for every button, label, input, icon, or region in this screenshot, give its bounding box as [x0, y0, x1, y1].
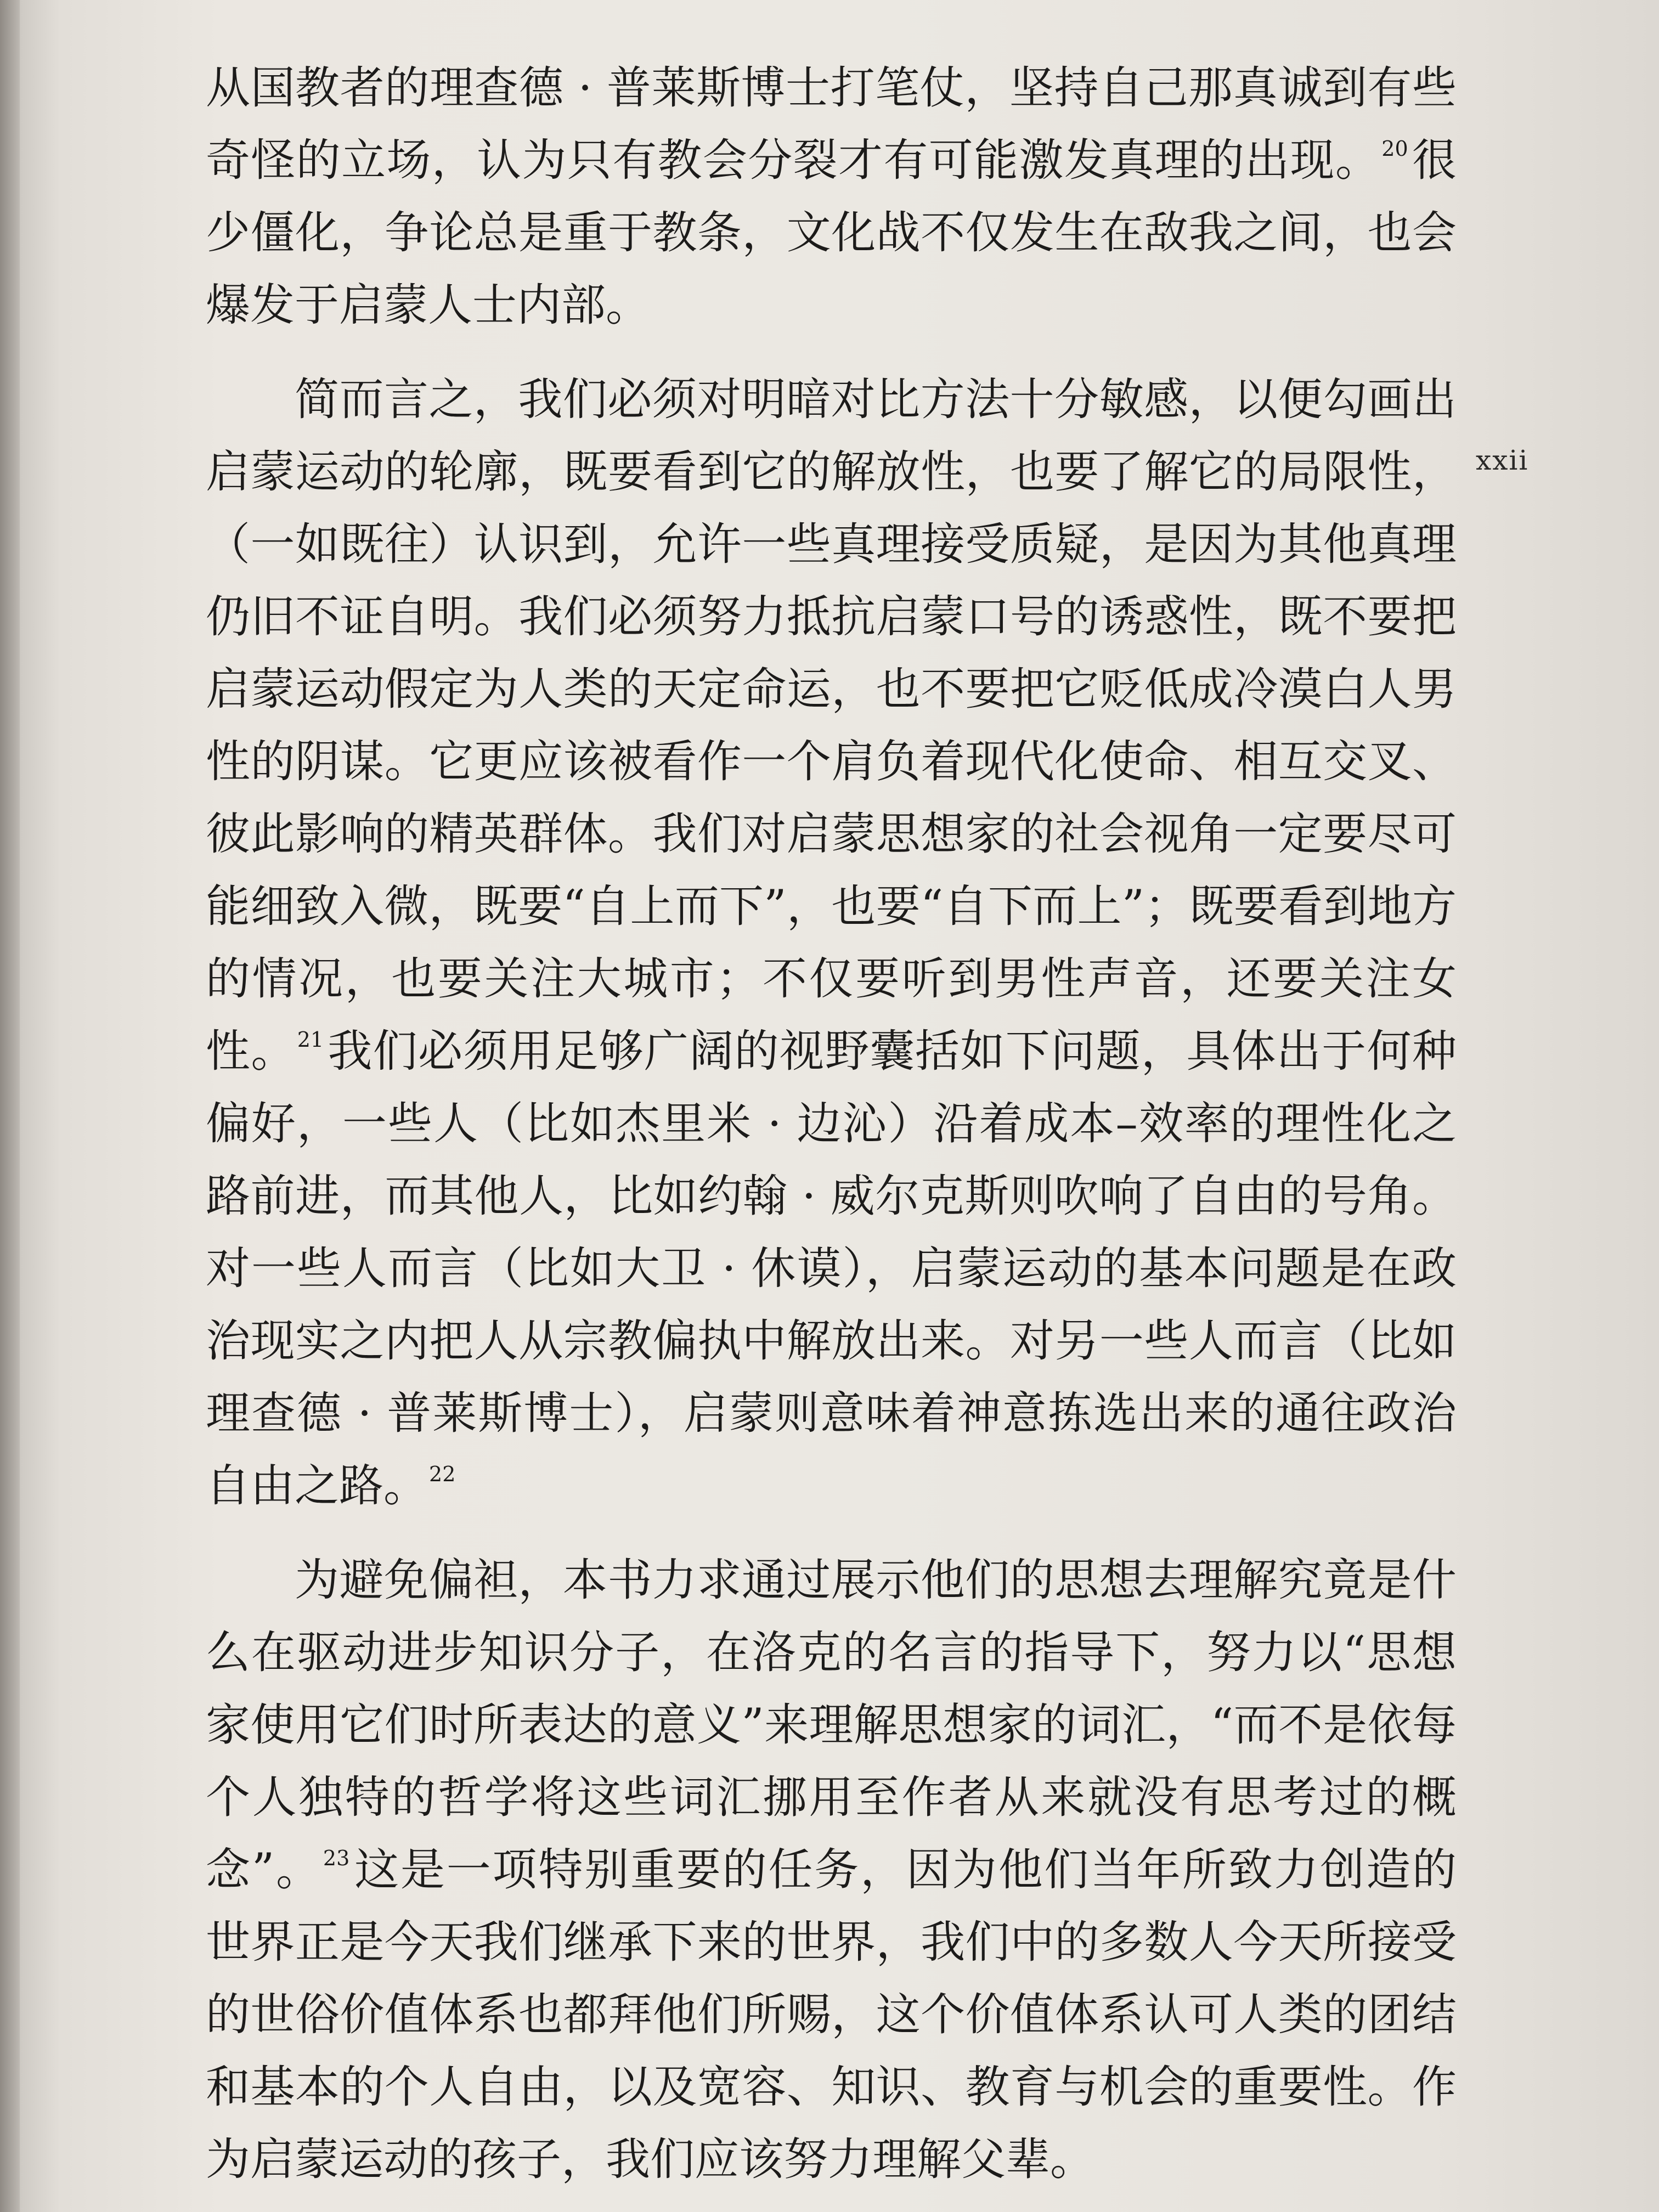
paragraph-text: 简而言之，我们必须对明暗对比方法十分敏感，以便勾画出启蒙运动的轮廓，既要看到它的解放性，也要了解它的局限性，（一如既往）认识到，允许一些真理接受质疑，是因为其他真理仍旧不证自明。我们必须努力抵抗启蒙口号的诱惑性，既不要把启蒙运动假定为人类的天定命运，也不要把它贬低成冷漠白人男性的阴谋。它更应该被看作一个肩负着现代化使命、相互交叉、彼此影响的精英群体。我们对启蒙思想家的社会视角一定要尽可能细致入微，既要“自上而下”，也要“自下而上”；既要看到地方的情况，也要关注大城市；不仅要听到男性声音，还要关注女性。: [206, 374, 1457, 1077]
paragraph-3: [206, 1544, 1457, 2196]
paragraph-text: 为避免偏袒，本书力求通过展示他们的思想去理解究竟是什么在驱动进步知识分子，在洛克的名言的指导下，努力以“思想家使用它们时所表达的意义”来理解思想家的词汇，“而不是依每个人独特的哲学将这些词汇挪用至作者从来就没有思考过的概念”。: [206, 1555, 1457, 1896]
paragraph-1: [206, 52, 1457, 342]
footnote-marker-23[interactable]: 23: [323, 1846, 350, 1870]
footnote-marker-21[interactable]: 21: [297, 1028, 324, 1052]
paragraph-text: 我们必须用足够广阔的视野囊括如下问题，具体出于何种偏好，一些人（比如杰里米 · 边沁）沿着成本–效率的理性化之路前进，而其他人，比如约翰 · 威尔克斯则吹响了自由的号角。对一些人而言（比如大卫 · 休谟），启蒙运动的基本问题是在政治现实之内把人从宗教偏执中解放出来。对另一些人而言（比如理查德 · 普莱斯博士），启蒙则意味着神意拣选出来的通往政治自由之路。: [206, 1026, 1457, 1512]
paragraph-text: 从国教者的理查德 · 普莱斯博士打笔仗，坚持自己那真诚到有些奇怪的立场，认为只有教会分裂才有可能激发真理的出现。: [206, 63, 1457, 187]
paragraph-text: 这是一项特别重要的任务，因为他们当年所致力创造的世界正是今天我们继承下来的世界，我们中的多数人今天所接受的世俗价值体系也都拜他们所赐，这个价值体系认可人类的团结和基本的个人自由，以及宽容、知识、教育与机会的重要性。作为启蒙运动的孩子，我们应该努力理解父辈。: [206, 1844, 1457, 2186]
paragraph-2: [206, 364, 1457, 1522]
book-gutter-edge: [0, 0, 20, 2212]
marginal-page-number: xxii: [1476, 444, 1529, 476]
footnote-marker-20[interactable]: 20: [1381, 137, 1408, 161]
paragraph-text: 很少僵化，争论总是重于教条，文化战不仅发生在敌我之间，也会爆发于启蒙人士内部。: [206, 135, 1457, 331]
footnote-marker-22[interactable]: 22: [429, 1462, 456, 1486]
body-text: [206, 52, 1457, 2196]
